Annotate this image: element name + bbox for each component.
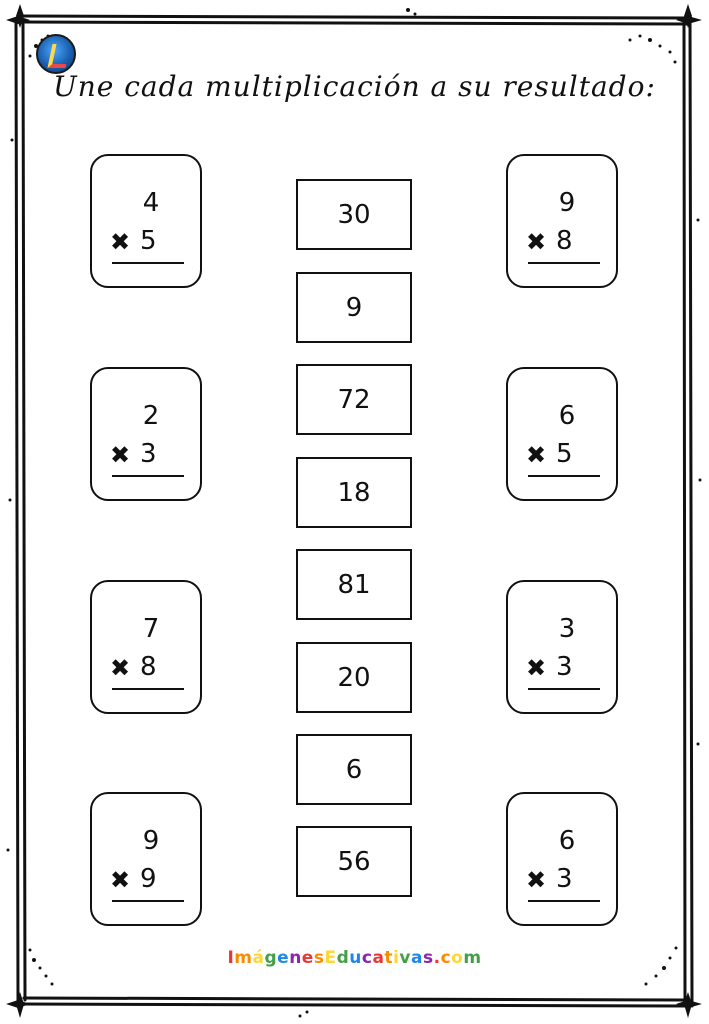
footer-letter: s xyxy=(422,948,434,968)
footer-letter: a xyxy=(410,948,423,968)
times-icon: ✖ xyxy=(110,228,131,256)
result-box-72[interactable]: 72 xyxy=(296,364,412,435)
times-icon: ✖ xyxy=(110,866,131,894)
result-box-6[interactable]: 6 xyxy=(296,734,412,805)
footer-letter: u xyxy=(349,948,362,968)
times-icon: ✖ xyxy=(526,228,547,256)
multiplicand: 3 xyxy=(558,614,576,644)
right-multiplication-card-4[interactable] xyxy=(506,792,618,926)
footer-letter: o xyxy=(451,948,464,968)
left-multiplication-card-4[interactable] xyxy=(90,792,202,926)
times-icon: ✖ xyxy=(526,866,547,894)
footer-letter: . xyxy=(433,948,441,968)
left-multiplication-card-3[interactable] xyxy=(90,580,202,714)
answer-line xyxy=(112,475,184,477)
result-box-20[interactable]: 20 xyxy=(296,642,412,713)
answer-line xyxy=(528,262,600,264)
footer-letter: c xyxy=(361,948,373,968)
multiplier: 9 xyxy=(140,864,157,894)
footer-website-link[interactable] xyxy=(0,948,709,968)
times-icon: ✖ xyxy=(110,654,131,682)
right-multiplication-card-3[interactable] xyxy=(506,580,618,714)
times-icon: ✖ xyxy=(110,441,131,469)
result-box-81[interactable]: 81 xyxy=(296,549,412,620)
multiplicand: 7 xyxy=(142,614,160,644)
result-box-56[interactable]: 56 xyxy=(296,826,412,897)
footer-letter: i xyxy=(393,948,400,968)
footer-letter: e xyxy=(277,948,290,968)
footer-letter: I xyxy=(227,948,235,968)
multiplicand: 9 xyxy=(558,188,576,218)
right-multiplication-card-2[interactable] xyxy=(506,367,618,501)
answer-line xyxy=(528,900,600,902)
footer-letter: c xyxy=(440,948,452,968)
multiplier: 3 xyxy=(556,652,573,682)
footer-letter: g xyxy=(264,948,278,968)
multiplier: 8 xyxy=(556,226,573,256)
worksheet-title: Une cada multiplicación a su resultado: xyxy=(53,70,656,103)
times-icon: ✖ xyxy=(526,441,547,469)
result-box-18[interactable]: 18 xyxy=(296,457,412,528)
answer-line xyxy=(528,688,600,690)
answer-line xyxy=(112,262,184,264)
answer-line xyxy=(112,688,184,690)
multiplicand: 4 xyxy=(142,188,160,218)
footer-letter: n xyxy=(289,948,302,968)
multiplier: 5 xyxy=(556,439,573,469)
answer-line xyxy=(528,475,600,477)
footer-letter: d xyxy=(336,948,350,968)
school-logo-icon xyxy=(36,34,76,74)
footer-letter: s xyxy=(313,948,325,968)
footer-letter: m xyxy=(234,948,253,968)
footer-letter: a xyxy=(372,948,385,968)
left-multiplication-card-2[interactable] xyxy=(90,367,202,501)
multiplicand: 6 xyxy=(558,401,576,431)
footer-letter: v xyxy=(399,948,411,968)
multiplicand: 6 xyxy=(558,826,576,856)
multiplicand: 9 xyxy=(142,826,160,856)
footer-letter: m xyxy=(463,948,482,968)
footer-letter: E xyxy=(324,948,337,968)
multiplier: 3 xyxy=(556,864,573,894)
result-box-30[interactable]: 30 xyxy=(296,179,412,250)
result-box-9[interactable]: 9 xyxy=(296,272,412,343)
multiplicand: 2 xyxy=(142,401,160,431)
multiplier: 3 xyxy=(140,439,157,469)
footer-letter: t xyxy=(384,948,394,968)
footer-letter: á xyxy=(252,948,265,968)
answer-line xyxy=(112,900,184,902)
left-multiplication-card-1[interactable] xyxy=(90,154,202,288)
footer-letter: e xyxy=(301,948,314,968)
multiplier: 8 xyxy=(140,652,157,682)
right-multiplication-card-1[interactable] xyxy=(506,154,618,288)
multiplier: 5 xyxy=(140,226,157,256)
times-icon: ✖ xyxy=(526,654,547,682)
